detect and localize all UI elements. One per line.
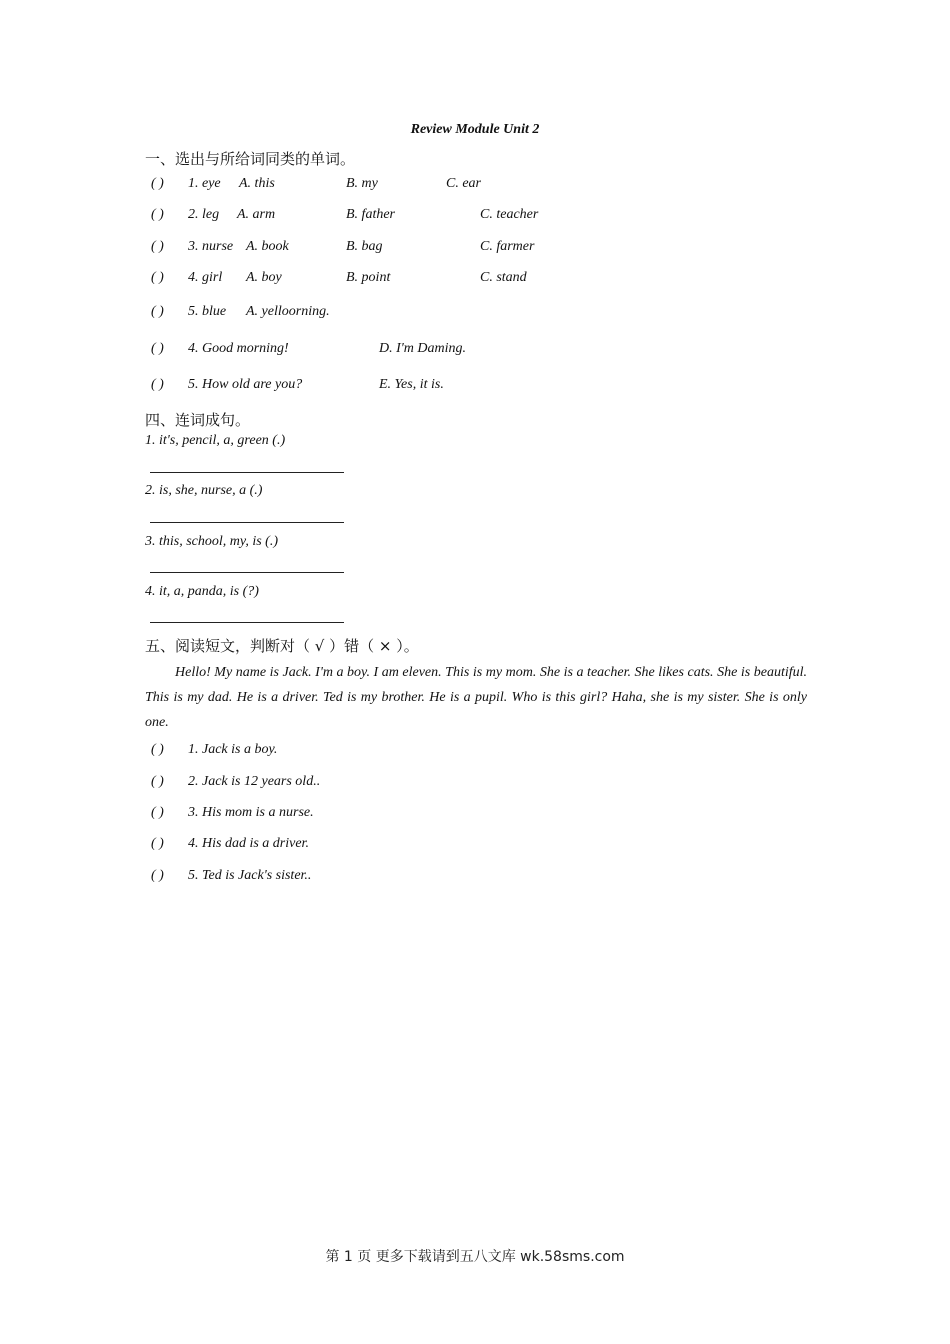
option-b: B. bag xyxy=(346,239,383,254)
match-answer: D. I'm Daming. xyxy=(379,341,466,356)
judge-statement: 2. Jack is 12 years old.. xyxy=(188,774,321,789)
answer-line-3[interactable] xyxy=(150,572,344,573)
answer-bracket[interactable]: ( ) xyxy=(151,207,164,222)
answer-bracket[interactable]: ( ) xyxy=(151,805,164,820)
option-b: B. my xyxy=(346,176,378,191)
answer-bracket[interactable]: ( ) xyxy=(151,774,164,789)
document-title: Review Module Unit 2 xyxy=(410,122,540,137)
answer-bracket[interactable]: ( ) xyxy=(151,341,164,356)
option-a: A. arm xyxy=(237,207,276,222)
question-word: 4. girl xyxy=(188,270,223,285)
judge-statement: 3. His mom is a nurse. xyxy=(188,805,314,820)
answer-bracket[interactable]: ( ) xyxy=(151,836,164,851)
question-word: 1. eye xyxy=(188,176,221,191)
option-b: B. father xyxy=(346,207,395,222)
sentence-prompt-4: 4. it, a, panda, is (?) xyxy=(145,584,259,599)
judge-statement: 4. His dad is a driver. xyxy=(188,836,309,851)
question-word: 5. blue xyxy=(188,304,227,319)
option-c: C. farmer xyxy=(480,239,535,254)
judge-statement: 1. Jack is a boy. xyxy=(188,742,278,757)
option-b: B. point xyxy=(346,270,391,285)
question-word: 2. leg xyxy=(188,207,220,222)
answer-line-1[interactable] xyxy=(150,472,344,473)
answer-line-2[interactable] xyxy=(150,522,344,523)
match-question: 4. Good morning! xyxy=(188,341,289,356)
section1-heading: 一、选出与所给词同类的单词。 xyxy=(145,150,356,168)
answer-bracket[interactable]: ( ) xyxy=(151,304,164,319)
page-footer: 第 1 页 更多下载请到五八文库 wk.58sms.com xyxy=(325,1249,625,1265)
option-c: C. stand xyxy=(480,270,527,285)
sentence-prompt-2: 2. is, she, nurse, a (.) xyxy=(145,483,263,498)
match-question: 5. How old are you? xyxy=(188,377,303,392)
option-c: C. ear xyxy=(446,176,481,191)
section4-heading: 四、连词成句。 xyxy=(145,411,251,429)
option-a: A. yelloorning. xyxy=(246,304,330,319)
answer-bracket[interactable]: ( ) xyxy=(151,270,164,285)
answer-bracket[interactable]: ( ) xyxy=(151,377,164,392)
answer-bracket[interactable]: ( ) xyxy=(151,239,164,254)
option-a: A. book xyxy=(246,239,289,254)
option-c: C. teacher xyxy=(480,207,539,222)
answer-bracket[interactable]: ( ) xyxy=(151,176,164,191)
answer-line-4[interactable] xyxy=(150,622,344,623)
match-answer: E. Yes, it is. xyxy=(379,377,444,392)
reading-passage: Hello! My name is Jack. I'm a boy. I am eleven. This is my mom. She is a teacher. She likes cats. She is beautiful. This is my dad. He is a driver. Ted is my brother. He is a pupil. Who is this girl? Haha, she is my sister. She is only one. xyxy=(145,665,807,730)
sentence-prompt-1: 1. it's, pencil, a, green (.) xyxy=(145,433,286,448)
question-word: 3. nurse xyxy=(188,239,234,254)
judge-statement: 5. Ted is Jack's sister.. xyxy=(188,868,312,883)
option-a: A. boy xyxy=(246,270,282,285)
section5-heading: 五、阅读短文，判断对（ √ ）错（ × ）。 xyxy=(145,637,419,655)
sentence-prompt-3: 3. this, school, my, is (.) xyxy=(145,534,278,549)
option-a: A. this xyxy=(239,176,275,191)
answer-bracket[interactable]: ( ) xyxy=(151,742,164,757)
answer-bracket[interactable]: ( ) xyxy=(151,868,164,883)
